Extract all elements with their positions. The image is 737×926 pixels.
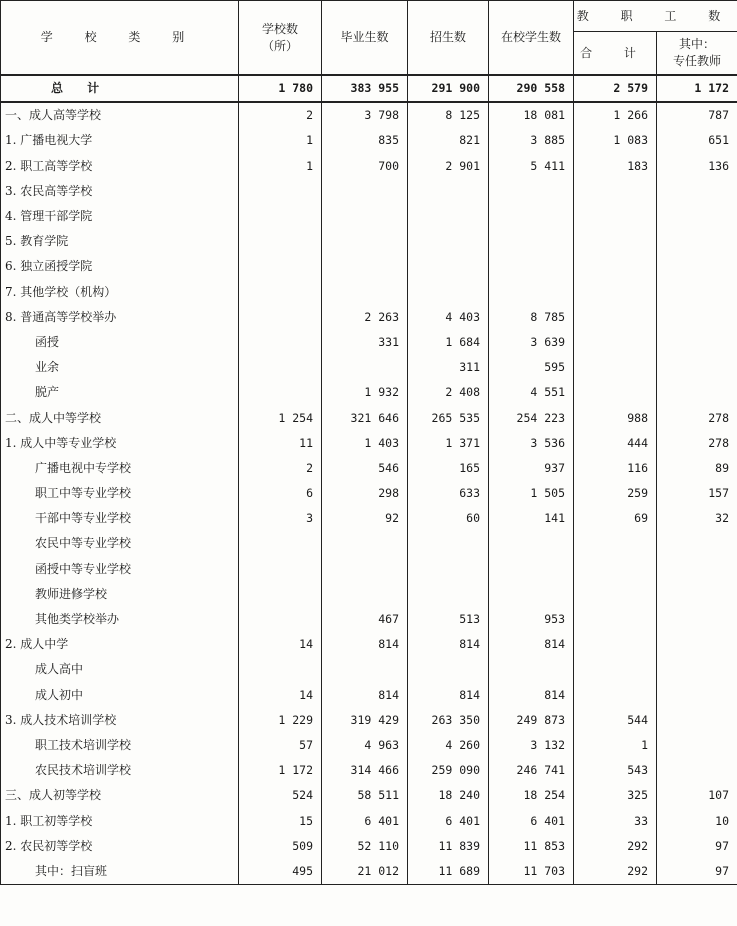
row-category: 1. 成人中等专业学校 (1, 431, 239, 456)
cell-staff: 69 (574, 506, 657, 531)
cell-staff: 1 (574, 733, 657, 758)
cell-staff: 183 (574, 154, 657, 179)
cell-grads: 2 263 (322, 305, 408, 330)
cell-staff: 2 579 (574, 75, 657, 102)
cell-grads (322, 229, 408, 254)
cell-schools (239, 557, 322, 582)
cell-students: 290 558 (489, 75, 574, 102)
cell-teachers (657, 179, 737, 204)
row-category: 3. 农民高等学校 (1, 179, 239, 204)
cell-enroll: 291 900 (408, 75, 489, 102)
cell-staff (574, 607, 657, 632)
cell-enroll: 4 403 (408, 305, 489, 330)
row-category: 广播电视中专学校 (1, 456, 239, 481)
cell-grads: 58 511 (322, 783, 408, 808)
cell-teachers (657, 229, 737, 254)
cell-students: 3 132 (489, 733, 574, 758)
cell-grads: 4 963 (322, 733, 408, 758)
table-row (1, 204, 737, 229)
cell-students (489, 657, 574, 682)
cell-staff (574, 229, 657, 254)
cell-staff: 325 (574, 783, 657, 808)
cell-schools (239, 531, 322, 556)
cell-grads: 1 932 (322, 380, 408, 405)
cell-grads: 383 955 (322, 75, 408, 102)
cell-teachers (657, 683, 737, 708)
row-category: 4. 管理干部学院 (1, 204, 239, 229)
cell-staff: 1 266 (574, 102, 657, 128)
cell-schools: 509 (239, 834, 322, 859)
cell-teachers: 136 (657, 154, 737, 179)
table-row (1, 305, 737, 330)
row-category: 其他类学校举办 (1, 607, 239, 632)
cell-staff (574, 355, 657, 380)
cell-staff: 543 (574, 758, 657, 783)
cell-grads: 319 429 (322, 708, 408, 733)
cell-students (489, 582, 574, 607)
row-category: 6. 独立函授学院 (1, 254, 239, 279)
cell-staff (574, 531, 657, 556)
cell-students: 3 639 (489, 330, 574, 355)
cell-teachers: 97 (657, 859, 737, 885)
table-row (1, 859, 737, 885)
cell-teachers (657, 280, 737, 305)
cell-teachers (657, 254, 737, 279)
cell-enroll: 259 090 (408, 758, 489, 783)
row-category: 农民技术培训学校 (1, 758, 239, 783)
cell-schools: 1 (239, 154, 322, 179)
cell-schools: 14 (239, 632, 322, 657)
cell-staff: 33 (574, 808, 657, 833)
cell-enroll: 814 (408, 683, 489, 708)
header-school-count-label: 学校数 (261, 21, 298, 36)
cell-staff: 292 (574, 834, 657, 859)
cell-schools (239, 657, 322, 682)
cell-grads: 6 401 (322, 808, 408, 833)
cell-teachers: 107 (657, 783, 737, 808)
cell-grads: 814 (322, 632, 408, 657)
row-category: 农民中等专业学校 (1, 531, 239, 556)
cell-teachers (657, 380, 737, 405)
row-category: 7. 其他学校（机构） (1, 280, 239, 305)
cell-teachers (657, 531, 737, 556)
table-row (1, 254, 737, 279)
cell-enroll: 11 689 (408, 859, 489, 885)
table-row (1, 128, 737, 153)
cell-enroll: 2 901 (408, 154, 489, 179)
cell-schools: 1 172 (239, 758, 322, 783)
cell-teachers (657, 657, 737, 682)
cell-schools (239, 582, 322, 607)
table-row (1, 758, 737, 783)
row-category: 2. 成人中学 (1, 632, 239, 657)
table-row (1, 582, 737, 607)
header-staff-of-which: 其中： (679, 37, 716, 51)
cell-staff: 1 083 (574, 128, 657, 153)
table-row (1, 683, 737, 708)
cell-teachers (657, 330, 737, 355)
cell-enroll: 2 408 (408, 380, 489, 405)
cell-teachers (657, 733, 737, 758)
row-category: 5. 教育学院 (1, 229, 239, 254)
cell-enroll: 8 125 (408, 102, 489, 128)
row-category: 1. 职工初等学校 (1, 808, 239, 833)
cell-grads: 52 110 (322, 834, 408, 859)
cell-enroll: 263 350 (408, 708, 489, 733)
table-row (1, 657, 737, 682)
row-category: 8. 普通高等学校举办 (1, 305, 239, 330)
cell-enroll (408, 557, 489, 582)
row-category: 教师进修学校 (1, 582, 239, 607)
cell-schools (239, 229, 322, 254)
cell-students (489, 557, 574, 582)
row-category: 脱产 (1, 380, 239, 405)
cell-teachers (657, 708, 737, 733)
cell-students: 937 (489, 456, 574, 481)
row-category: 成人高中 (1, 657, 239, 682)
cell-grads: 546 (322, 456, 408, 481)
cell-schools: 14 (239, 683, 322, 708)
cell-enroll (408, 229, 489, 254)
cell-students (489, 229, 574, 254)
table-row (1, 531, 737, 556)
header-category: 学 校 类 别 (1, 1, 239, 76)
cell-staff: 988 (574, 405, 657, 430)
cell-staff (574, 657, 657, 682)
table-row (1, 808, 737, 833)
cell-staff: 116 (574, 456, 657, 481)
row-category: 干部中等专业学校 (1, 506, 239, 531)
cell-schools: 15 (239, 808, 322, 833)
cell-enroll: 11 839 (408, 834, 489, 859)
cell-enroll: 633 (408, 481, 489, 506)
cell-enroll (408, 531, 489, 556)
cell-grads (322, 254, 408, 279)
cell-students (489, 179, 574, 204)
cell-staff (574, 330, 657, 355)
cell-grads: 700 (322, 154, 408, 179)
cell-teachers: 89 (657, 456, 737, 481)
table-row (1, 632, 737, 657)
cell-grads: 298 (322, 481, 408, 506)
cell-staff: 444 (574, 431, 657, 456)
table-body (1, 75, 737, 885)
cell-students: 3 885 (489, 128, 574, 153)
table-row (1, 280, 737, 305)
cell-schools: 57 (239, 733, 322, 758)
cell-students: 11 853 (489, 834, 574, 859)
cell-staff: 544 (574, 708, 657, 733)
cell-teachers (657, 204, 737, 229)
cell-staff (574, 179, 657, 204)
cell-students: 814 (489, 683, 574, 708)
cell-staff: 259 (574, 481, 657, 506)
cell-students: 814 (489, 632, 574, 657)
cell-enroll: 165 (408, 456, 489, 481)
cell-staff: 292 (574, 859, 657, 885)
table-row (1, 330, 737, 355)
table-row (1, 179, 737, 204)
cell-schools (239, 607, 322, 632)
cell-teachers (657, 557, 737, 582)
cell-teachers (657, 758, 737, 783)
row-category: 三、成人初等学校 (1, 783, 239, 808)
cell-enroll: 821 (408, 128, 489, 153)
table-row (1, 456, 737, 481)
cell-enroll: 1 684 (408, 330, 489, 355)
cell-teachers: 278 (657, 431, 737, 456)
cell-enroll (408, 204, 489, 229)
cell-schools (239, 355, 322, 380)
row-category: 3. 成人技术培训学校 (1, 708, 239, 733)
cell-grads (322, 204, 408, 229)
cell-teachers: 787 (657, 102, 737, 128)
table-row (1, 380, 737, 405)
cell-students: 141 (489, 506, 574, 531)
cell-teachers (657, 355, 737, 380)
cell-staff (574, 632, 657, 657)
cell-grads (322, 657, 408, 682)
table-row (1, 431, 737, 456)
table-row (1, 783, 737, 808)
cell-schools (239, 380, 322, 405)
header-graduates: 毕业生数 (322, 1, 408, 76)
cell-students: 3 536 (489, 431, 574, 456)
cell-schools: 3 (239, 506, 322, 531)
cell-grads (322, 355, 408, 380)
cell-students: 1 505 (489, 481, 574, 506)
cell-teachers (657, 607, 737, 632)
row-category: 1. 广播电视大学 (1, 128, 239, 153)
cell-staff (574, 204, 657, 229)
cell-staff (574, 557, 657, 582)
table-row (1, 405, 737, 430)
cell-enroll: 265 535 (408, 405, 489, 430)
cell-schools (239, 330, 322, 355)
cell-enroll: 513 (408, 607, 489, 632)
cell-students: 11 703 (489, 859, 574, 885)
table-row (1, 834, 737, 859)
cell-schools (239, 254, 322, 279)
row-category: 2. 职工高等学校 (1, 154, 239, 179)
cell-schools: 1 780 (239, 75, 322, 102)
cell-staff (574, 254, 657, 279)
cell-schools: 495 (239, 859, 322, 885)
table-row (1, 229, 737, 254)
cell-enroll: 814 (408, 632, 489, 657)
row-category: 职工技术培训学校 (1, 733, 239, 758)
cell-schools: 11 (239, 431, 322, 456)
row-category: 2. 农民初等学校 (1, 834, 239, 859)
table-row-total (1, 75, 737, 102)
header-enrollment: 招生数 (408, 1, 489, 76)
cell-staff (574, 683, 657, 708)
table-row (1, 506, 737, 531)
cell-students: 18 081 (489, 102, 574, 128)
cell-enroll: 6 401 (408, 808, 489, 833)
cell-students (489, 531, 574, 556)
cell-schools: 6 (239, 481, 322, 506)
header-full-time-teachers: 专任教师 (673, 54, 722, 68)
cell-grads (322, 557, 408, 582)
table-row (1, 355, 737, 380)
cell-enroll (408, 582, 489, 607)
header-school-count (239, 1, 322, 76)
cell-grads: 467 (322, 607, 408, 632)
cell-schools: 2 (239, 456, 322, 481)
cell-grads (322, 531, 408, 556)
cell-schools: 1 229 (239, 708, 322, 733)
row-category: 其中：扫盲班 (1, 859, 239, 885)
row-category: 业余 (1, 355, 239, 380)
cell-staff (574, 380, 657, 405)
cell-enroll: 18 240 (408, 783, 489, 808)
cell-schools (239, 280, 322, 305)
cell-students (489, 280, 574, 305)
cell-students: 249 873 (489, 708, 574, 733)
cell-teachers: 278 (657, 405, 737, 430)
cell-grads (322, 179, 408, 204)
cell-grads: 3 798 (322, 102, 408, 128)
cell-students: 8 785 (489, 305, 574, 330)
cell-students: 254 223 (489, 405, 574, 430)
table-row (1, 154, 737, 179)
cell-grads (322, 280, 408, 305)
cell-students: 4 551 (489, 380, 574, 405)
cell-enroll (408, 657, 489, 682)
cell-grads: 321 646 (322, 405, 408, 430)
cell-enroll (408, 179, 489, 204)
cell-grads: 21 012 (322, 859, 408, 885)
cell-teachers: 1 172 (657, 75, 737, 102)
cell-teachers (657, 305, 737, 330)
cell-staff (574, 582, 657, 607)
row-category: 职工中等专业学校 (1, 481, 239, 506)
cell-teachers (657, 582, 737, 607)
cell-grads: 331 (322, 330, 408, 355)
cell-students (489, 254, 574, 279)
cell-teachers: 97 (657, 834, 737, 859)
header-in-school: 在校学生数 (489, 1, 574, 76)
cell-schools: 2 (239, 102, 322, 128)
header-staff-total: 合 计 (574, 32, 657, 76)
cell-grads (322, 582, 408, 607)
cell-schools (239, 204, 322, 229)
cell-schools: 1 254 (239, 405, 322, 430)
cell-teachers: 10 (657, 808, 737, 833)
cell-grads: 814 (322, 683, 408, 708)
table-row (1, 102, 737, 128)
cell-teachers: 157 (657, 481, 737, 506)
header-staff-teachers (657, 32, 737, 76)
cell-enroll: 4 260 (408, 733, 489, 758)
cell-schools: 524 (239, 783, 322, 808)
cell-students: 6 401 (489, 808, 574, 833)
cell-students: 18 254 (489, 783, 574, 808)
cell-grads: 835 (322, 128, 408, 153)
cell-enroll: 60 (408, 506, 489, 531)
cell-enroll (408, 280, 489, 305)
cell-enroll: 1 371 (408, 431, 489, 456)
cell-students: 595 (489, 355, 574, 380)
cell-grads: 314 466 (322, 758, 408, 783)
cell-teachers (657, 632, 737, 657)
row-category: 二、成人中等学校 (1, 405, 239, 430)
table-row (1, 708, 737, 733)
table-row (1, 557, 737, 582)
header-staff: 教 职 工 数 (574, 1, 737, 32)
cell-students: 5 411 (489, 154, 574, 179)
cell-enroll (408, 254, 489, 279)
cell-students: 246 741 (489, 758, 574, 783)
cell-grads: 1 403 (322, 431, 408, 456)
row-category: 成人初中 (1, 683, 239, 708)
cell-schools: 1 (239, 128, 322, 153)
cell-students (489, 204, 574, 229)
row-category: 函授 (1, 330, 239, 355)
table-row (1, 481, 737, 506)
cell-teachers: 651 (657, 128, 737, 153)
row-category: 一、成人高等学校 (1, 102, 239, 128)
cell-grads: 92 (322, 506, 408, 531)
cell-staff (574, 305, 657, 330)
cell-enroll: 311 (408, 355, 489, 380)
row-category: 函授中等专业学校 (1, 557, 239, 582)
table-row (1, 607, 737, 632)
cell-schools (239, 305, 322, 330)
cell-students: 953 (489, 607, 574, 632)
cell-teachers: 32 (657, 506, 737, 531)
cell-schools (239, 179, 322, 204)
cell-staff (574, 280, 657, 305)
row-category: 总 计 (1, 75, 239, 102)
header-school-count-unit: （所） (261, 38, 298, 53)
table-row (1, 733, 737, 758)
